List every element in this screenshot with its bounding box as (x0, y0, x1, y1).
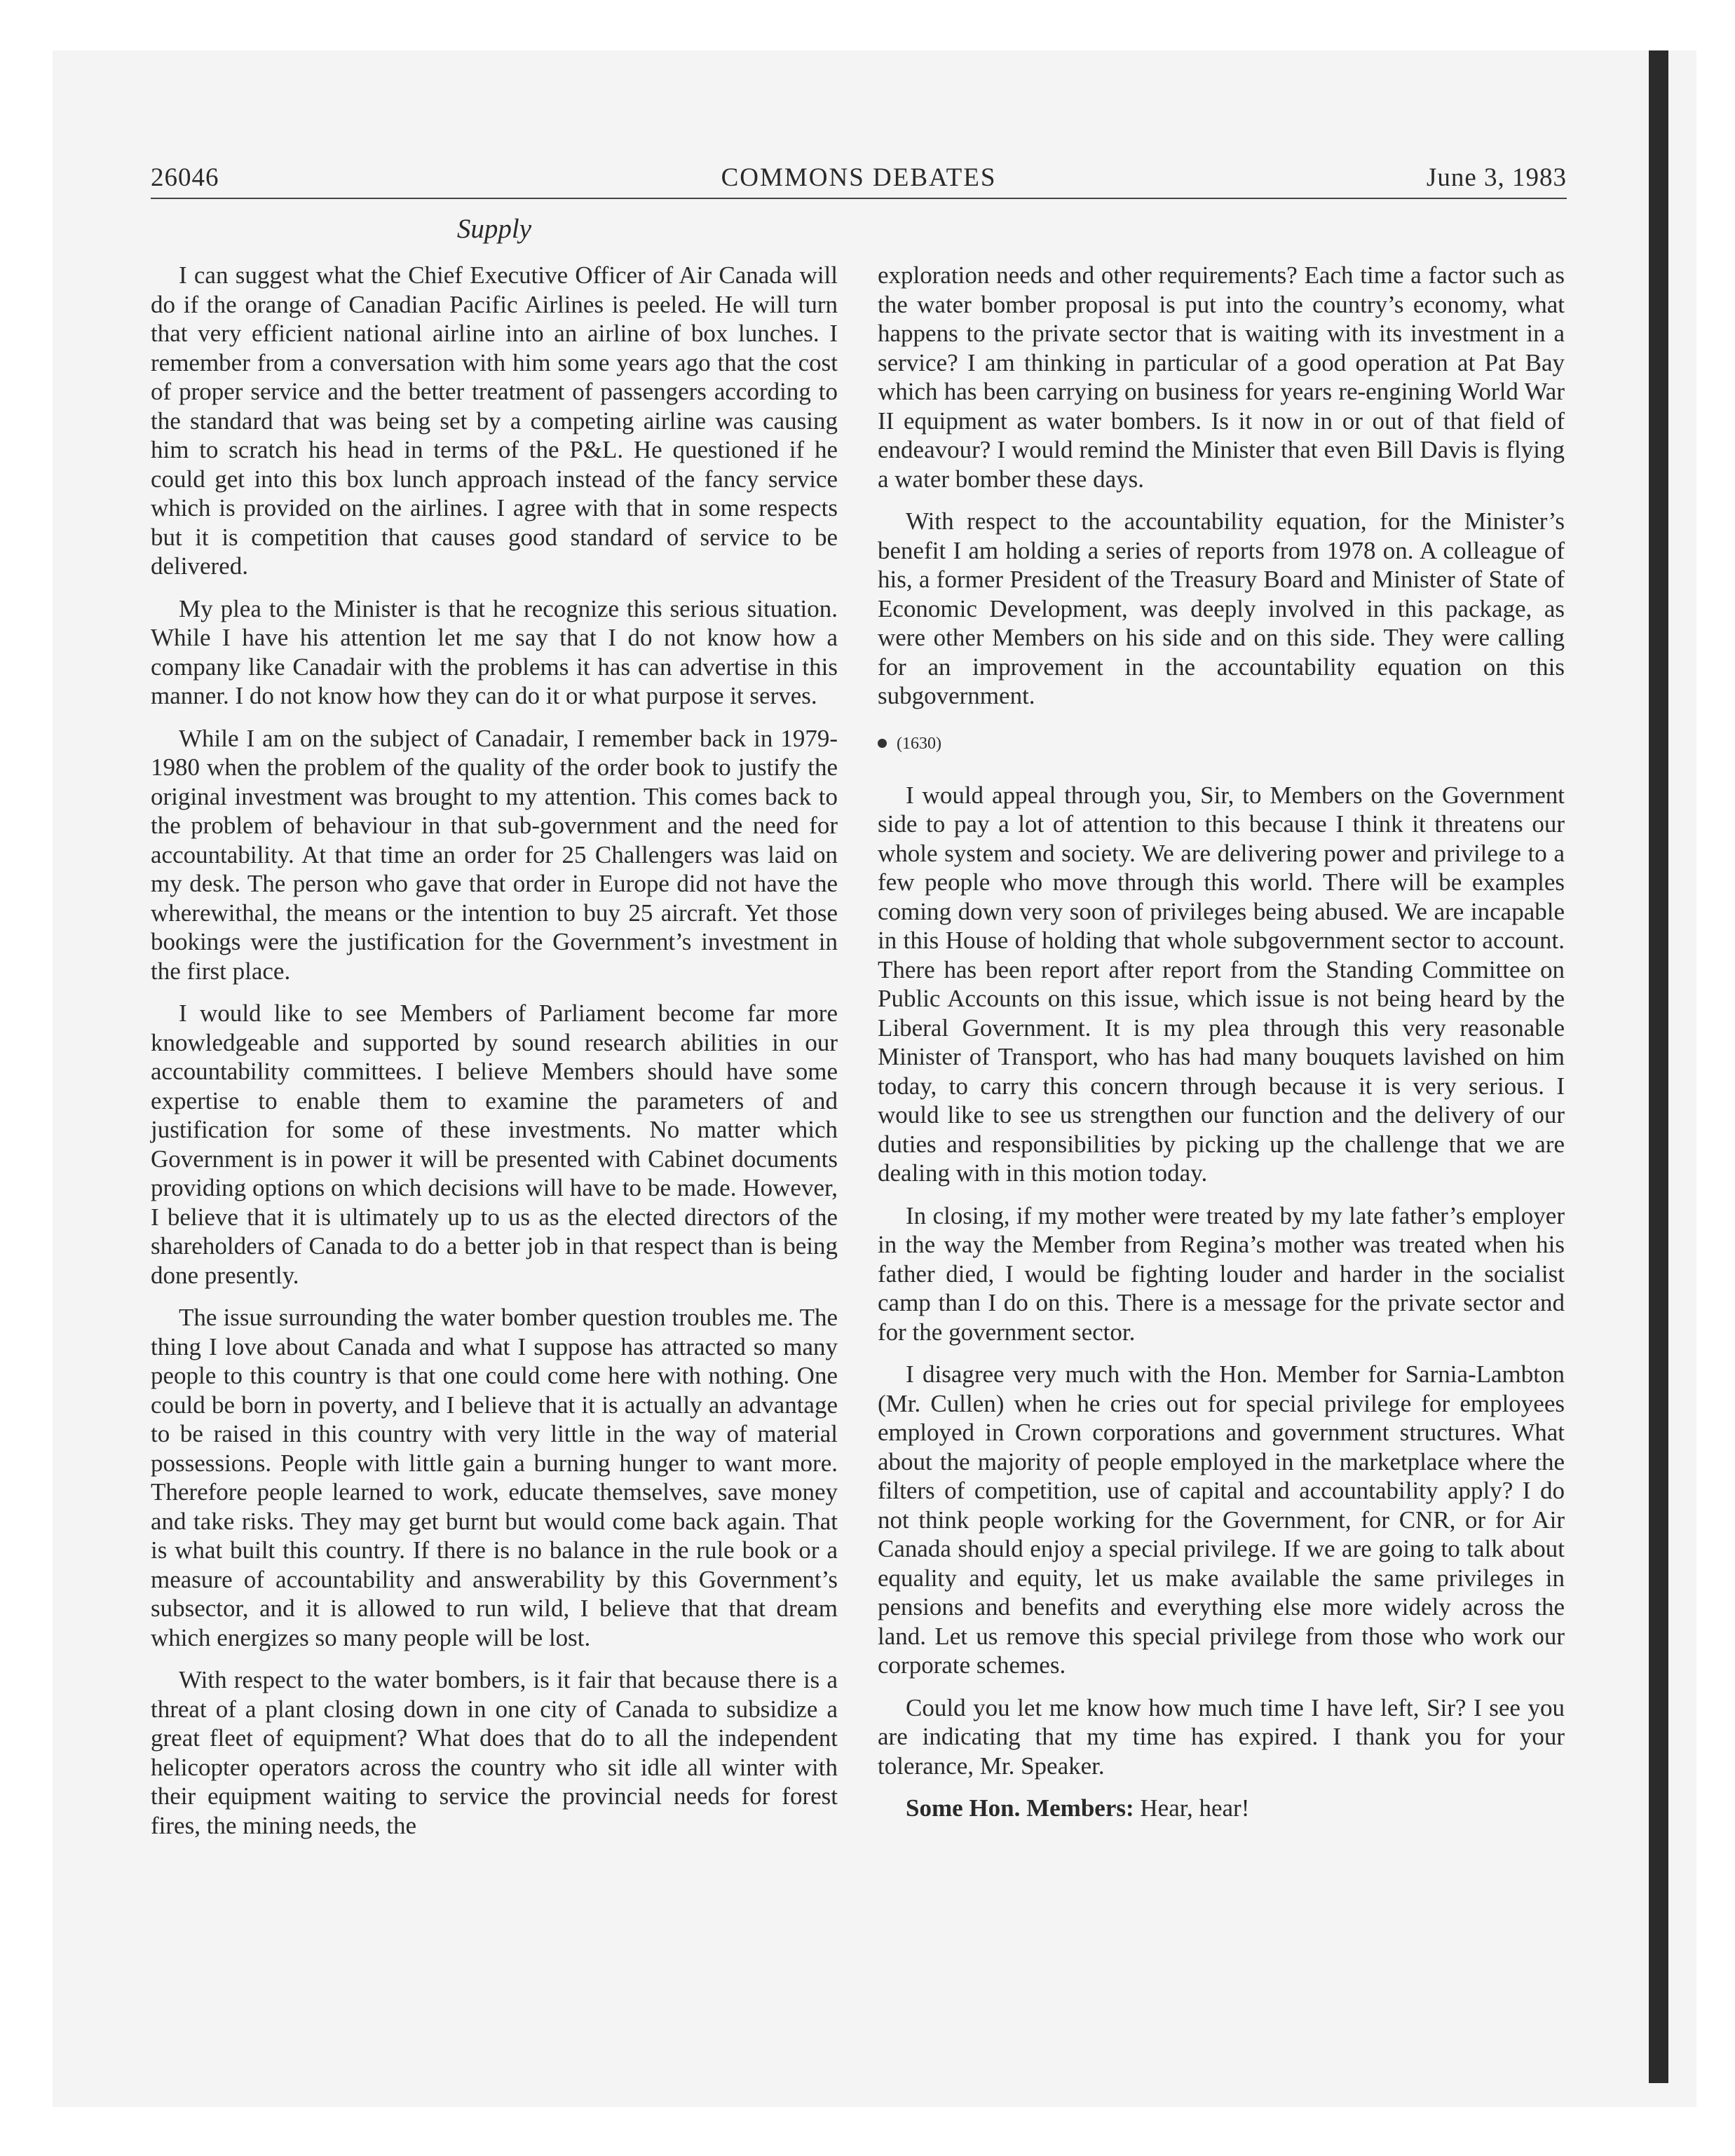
scan-edge-bar (1649, 50, 1668, 2083)
time-marker (878, 733, 1565, 754)
bullet-icon (878, 739, 887, 748)
paragraph: With respect to the accountability equation, for the Minister’s benefit I am holding a series of reports from 1978 on. A colleague of his, a former President of the Treasury Board and Minister of State of Economic Development, was deeply involved in this package, as were other Members on his side and on this side. They were calling for an improvement in the accountability equation on this subgovernment. (878, 507, 1565, 709)
paragraph: Could you let me know how much time I have left, Sir? I see you are indicating that my time has expired. I thank you for your tolerance, Mr. Speaker. (878, 1693, 1565, 1780)
page-number: 26046 (151, 163, 219, 192)
right-column (878, 261, 1565, 1836)
paragraph: With respect to the water bombers, is it fair that because there is a threat of a plant closing down in one city of Canada to subsidize a great fleet of equipment? What does that do to all the independent helicopter operators across the country who sit idle all winter with their equipment waiting to service the provincial needs for forest fires, the mining needs, the (151, 1666, 838, 1839)
page-date: June 3, 1983 (1426, 163, 1567, 192)
header-rule (151, 198, 1567, 199)
page-header (151, 163, 1567, 199)
paragraph: I would appeal through you, Sir, to Members on the Government side to pay a lot of attention to this because I think it threatens our whole system and society. We are delivering power and privilege to a few people who move through this world. There will be examples coming down very soon of privileges being abused. We are incapable in this House of holding that whole subgovernment sector to account. There has been report after report from the Standing Committee on Public Accounts on this issue, which issue is not being heard by the Liberal Government. It is my plea through this very reasonable Minister of Transport, who has had many bouquets lavished on him today, to carry this concern through because it is very serious. I would like to see us strengthen our function and the delivery of our duties and responsibilities by picking up the challenge that we are dealing with in this motion today. (878, 781, 1565, 1187)
paragraph: While I am on the subject of Canadair, I remember back in 1979-1980 when the problem of the quality of the order book to justify the original investment was brought to my attention. This comes back to the problem of behaviour in that sub-government and the need for accountability. At that time an order for 25 Challengers was laid on my desk. The person who gave that order in Europe did not have the wherewithal, the means or the intention to buy 25 aircraft. Yet those bookings were the justification for the Government’s investment in the first place. (151, 724, 838, 985)
paragraph: exploration needs and other requirements? Each time a factor such as the water bomber proposal is put into the country’s economy, what happens to the private sector that is waiting with its investment in a service? I am thinking in particular of a good operation at Pat Bay which has been carrying on business for years re-engining World War II equipment as water bombers. Is it now in or out of that field of endeavour? I would remind the Minister that even Bill Davis is flying a water bomber these days. (878, 261, 1565, 493)
paragraph: My plea to the Minister is that he recognize this serious situation. While I have his attention let me say that I do not know how a company like Canadair with the problems it has can advertise in this manner. I do not know how they can do it or what purpose it serves. (151, 594, 838, 709)
speaker-label: Some Hon. Members: (906, 1794, 1134, 1822)
interjection-text: Hear, hear! (1134, 1794, 1250, 1822)
paragraph: The issue surrounding the water bomber question troubles me. The thing I love about Canada and what I suppose has attracted so many people to this country is that one could come here with nothing. One could be born in poverty, and I believe that it is actually an advantage to be raised in this country with very little in the way of material possessions. People with little gain a burning hunger to want more. Therefore people learned to work, educate themselves, save money and take risks. They may get burnt but would come back again. That is what built this country. If there is no balance in the rule book or a measure of accountability and answerability by this Government’s subsector, and it is allowed to run wild, I believe that that dream which energizes so many people will be lost. (151, 1304, 838, 1651)
paragraph: In closing, if my mother were treated by my late father’s employer in the way the Member from Regina’s mother was treated when his father died, I would be fighting louder and harder in the socialist camp than I do on this. There is a message for the private sector and for the government sector. (878, 1201, 1565, 1346)
paragraph: I can suggest what the Chief Executive Officer of Air Canada will do if the orange of Canadian Pacific Airlines is peeled. He will turn that very efficient national airline into an airline of box lunches. I remember from a conversation with him some years ago that the cost of proper service and the better treatment of passengers according to the standard that was being set by a competing airline was causing him to scratch his head in terms of the P&L. He questioned if he could get into this box lunch approach instead of the fancy service which is provided on the airlines. I agree with that in some respects but it is competition that causes good standard of service to be delivered. (151, 261, 838, 580)
paragraph: I disagree very much with the Hon. Member for Sarnia-Lambton (Mr. Cullen) when he cries out for special privilege for employees employed in Crown corporations and government structures. What about the majority of people employed in the marketplace where the filters of competition, use of capital and accountability apply? I do not think people working for the Government, for CNR, or for Air Canada should enjoy a special privilege. If we are going to talk about equality and equity, let us make available the same privileges in pensions and benefits and everything else more widely across the land. Let us remove this special privilege from those who work our corporate schemes. (878, 1360, 1565, 1679)
left-column (151, 261, 838, 1853)
timestamp-text: (1630) (897, 734, 941, 753)
closing-interjection (878, 1794, 1565, 1823)
publication-title: COMMONS DEBATES (721, 163, 997, 192)
paragraph: I would like to see Members of Parliament become far more knowledgeable and supported by sound research abilities in our accountability committees. I believe Members should have some expertise to enable them to examine the parameters of and justification for some of these investments. No matter which Government is in power it will be presented with Cabinet documents providing options on which decisions will have to be made. However, I believe that it is ultimately up to us as the elected directors of the shareholders of Canada to do a better job in that respect than is being done presently. (151, 999, 838, 1289)
section-title: Supply (456, 214, 532, 244)
